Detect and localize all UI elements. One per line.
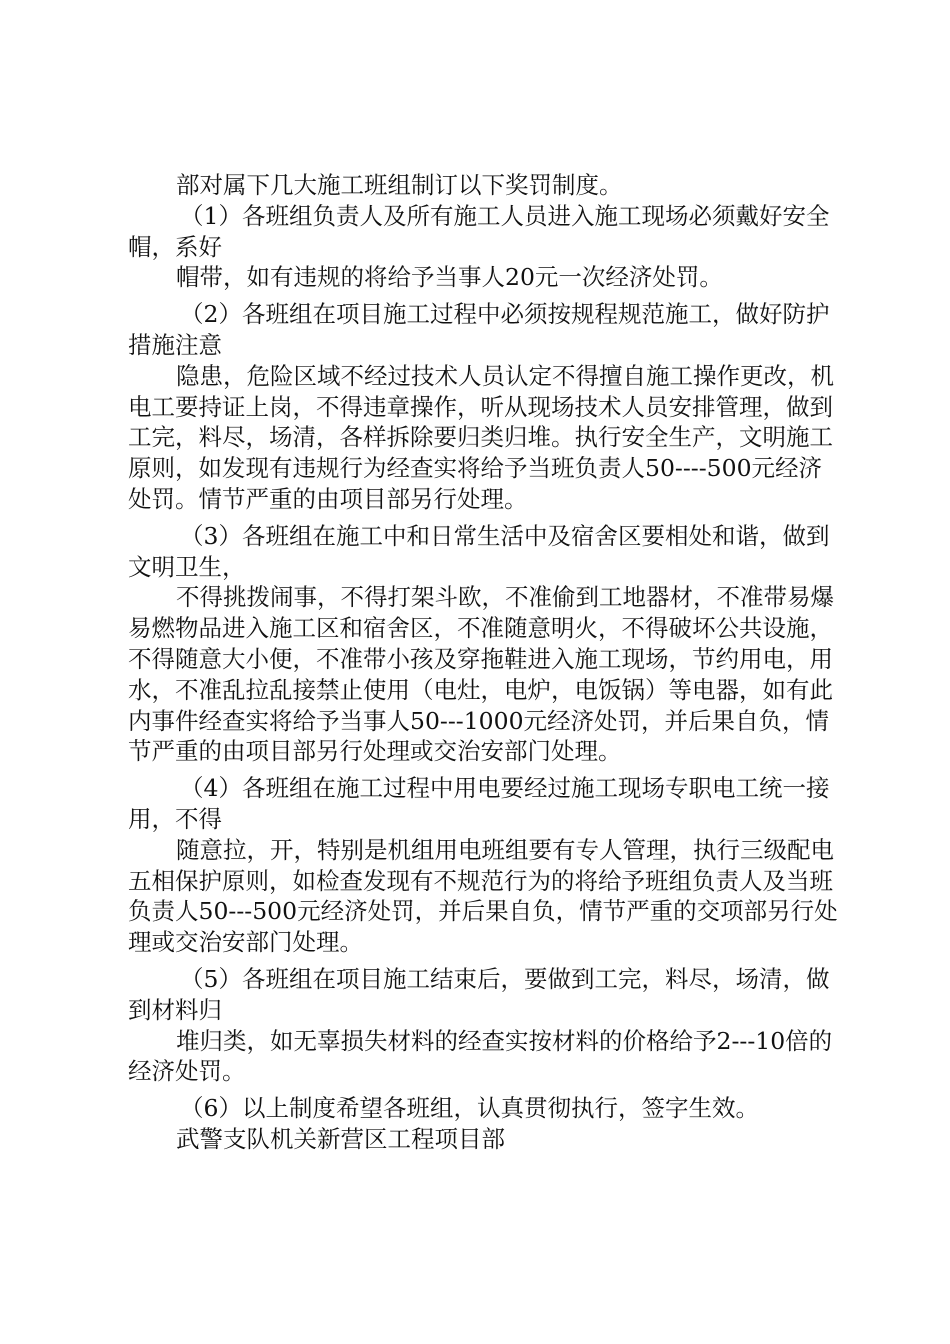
rule-1-body: 帽带，如有违规的将给予当事人20元一次经济处罚。 [176,263,723,292]
rule-5-body: 堆归类，如无辜损失材料的经查实按材料的价格给予2---10倍的经济处罚。 [128,1026,833,1086]
rule-4-heading: （4）各班组在施工过程中用电要经过施工现场专职电工统一接用，不得 [128,774,830,833]
rule-2-body: 隐患，危险区域不经过技术人员认定不得擅自施工操作更改，机电工要持证上岗，不得违章操作，听从现场技术人员安排管理，做到工完，料尽，场清，各样拆除要归类归堆。执行安全生产，文明施工原则，如发现有违规行为经查实将给予当班负责人50----500元经济处罚。情节严重的由项目部另行处理。 [128,361,834,513]
rule-5-heading: （5）各班组在项目施工结束后，要做到工完，料尽，场清，做到材料归 [128,964,830,1024]
rule-1-heading: （1）各班组负责人及所有施工人员进入施工现场必须戴好安全帽，系好 [128,201,830,261]
rule-4-body: 随意拉，开，特别是机组用电班组要有专人管理，执行三级配电五相保护原则，如检查发现有不规范行为的将给予班组负责人及当班负责人50---500元经济处罚，并后果自负，情节严重的交项部另行处理或交治安部门处理。 [128,835,838,957]
rule-6-paragraph: （6）以上制度希望各班组，认真贯彻执行，签字生效。 [180,1094,759,1123]
intro-paragraph: 部对属下几大施工班组制订以下奖罚制度。 [176,171,623,199]
document-body [128,170,838,1161]
rule-3-body: 不得挑拨闹事，不得打架斗欧，不准偷到工地器材，不准带易爆易燃物品进入施工区和宿舍区，不准随意明火，不得破坏公共设施，不得随意大小便，不准带小孩及穿拖鞋进入施工现场，节约用电，用水，不准乱拉乱接禁止使用（电灶，电炉，电饭锅）等电器，如有此内事件经查实将给予当事人50---1000元经济处罚，并后果自负，情节严重的由项目部另行处理或交治安部门处理。 [128,583,834,766]
rule-3-heading: （3）各班组在施工中和日常生活中及宿舍区要相处和谐，做到文明卫生， [128,521,830,581]
rule-2-heading: （2）各班组在项目施工过程中必须按规程规范施工，做好防护措施注意 [128,300,830,359]
signature-line: 武警支队机关新营区工程项目部 [176,1124,505,1153]
